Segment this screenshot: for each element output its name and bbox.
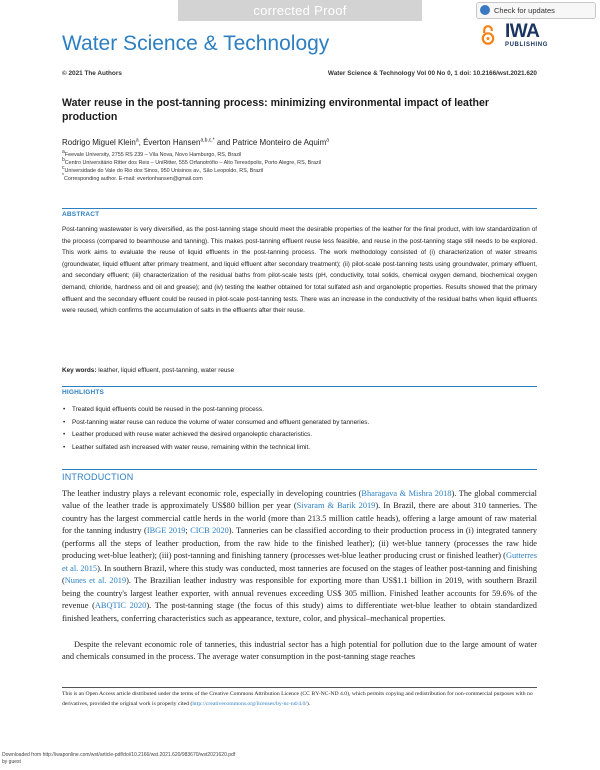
license-link[interactable]: http://creativecommons.org/licenses/by-nc-nd/4.0/ xyxy=(192,700,307,707)
citation-link[interactable]: ABQTIC 2020 xyxy=(94,601,147,611)
affiliation-text: Universidade do Vale do Rio dos Sinos, 950 Unisinos av., São Leopoldo, RS, Brazil xyxy=(64,168,264,174)
highlights-divider xyxy=(62,386,537,387)
download-url: Downloaded from http://iwaponline.com/wst/article-pdf/doi/10.2166/wst.2021.620/983670/wst2021620.pdf xyxy=(2,752,236,758)
introduction-heading: INTRODUCTION xyxy=(62,472,134,482)
corresponding-author xyxy=(62,173,203,182)
author-separator: and xyxy=(214,138,233,147)
affiliation xyxy=(62,149,242,158)
check-updates-icon xyxy=(480,5,490,15)
paragraph-text: ). In Brazil, there are about 310 tanneries. The country has the largest commercial cattle herds in the world (more than 213.5 million cattle heads), offering a large amount of raw material for the tanning industry ( xyxy=(62,501,537,536)
footnote-end: ). xyxy=(306,700,311,707)
affiliation-text: Feevale University, 2755 RS 239 – Vila Nova, Novo Hamburgo, RS, Brazil xyxy=(64,152,242,158)
citation-link[interactable]: IBGE 2019 xyxy=(146,526,186,536)
highlights-heading: HIGHLIGHTS xyxy=(62,389,105,396)
affiliation-text: Corresponding author. E-mail: evertonhansen@gmail.com xyxy=(63,176,203,182)
introduction-paragraph: Despite the relevant economic role of tanneries, this industrial sector has a high potential for pollution due to the large amount of water and chemicals consumed in the process. The average water consumption in the post-tanning stage reaches xyxy=(62,640,537,662)
keywords xyxy=(62,367,234,374)
list-item: • Leather sulfated ash increased with water reuse, remaining within the technical limit. xyxy=(62,442,537,455)
affiliation-marker: * xyxy=(62,173,64,180)
introduction-divider xyxy=(62,469,537,470)
copyright-notice: © 2021 The Authors xyxy=(62,70,122,77)
citation-link[interactable]: Sivaram & Barik 2019 xyxy=(296,501,376,511)
iwa-logo-subtitle: PUBLISHING xyxy=(505,42,549,48)
affiliation-marker: c xyxy=(62,165,65,172)
author-list xyxy=(62,138,329,147)
paragraph-text: ). Tanneries can be classified according to their production process in (i) integrated tannery (performs all the steps of leather production, from the raw hide to the finished leather); (ii) wet-blue tannery (processes the raw hide producing wet-blue leather); (iii) post-tanning and finishing tannery (processes wet-blue leather producing crust or finished leather) ( xyxy=(62,526,538,561)
citation-link[interactable]: CICB 2020 xyxy=(190,526,229,536)
license-footnote xyxy=(62,690,537,709)
introduction-paragraph xyxy=(62,488,537,625)
citation-link[interactable]: Gutterres et al. 2015 xyxy=(62,551,537,573)
journal-name: Water Science & Technology xyxy=(62,32,330,55)
paragraph-text: ). The global commercial value of the leather trade is approximately US$80 billion per year ( xyxy=(62,489,538,511)
author-affiliation-marker: a xyxy=(135,137,139,144)
affiliation xyxy=(62,165,264,174)
download-user: by guest xyxy=(2,759,21,765)
keywords-list: leather, liquid effluent, post-tanning, water reuse xyxy=(98,367,235,374)
paragraph-text: ). In southern Brazil, where this study was conducted, most tanneries are focused on the stages of leather post-tanning and finishing ( xyxy=(62,563,537,586)
abstract-divider xyxy=(62,208,537,209)
keywords-label: Key words: xyxy=(62,367,97,374)
abstract-body: Post-tanning wastewater is very diversified, as the post-tanning stage should meet the desirable properties of the leather for the final product, with low standardization of the process (compared to beamhouse and tanning). This makes post-tanning effluent reuse less feasible, and reuse in the post-tanning stage still needs to be explored. This work aims to evaluate the reuse of liquid effluents in the post-tanning process. The work methodology consisted of (i) characterization of water streams (groundwater, liquid effluent after primary treatment, and liquid effluent after secondary treatment); (ii) pilot-scale post-tanning tests using groundwater, primary effluent, and secondary effluent; (iii) characterization of the residual baths from pilot-scale tests (pH, conductivity, total solids, chemical oxygen demand, biochemical oxygen demand, chloride, hardness and oil and grease); and (iv) testing the leather obtained for total sulfated ash and organoleptic properties. Results showed that the primary effluent and the secondary effluent could be reused in pilot-scale post-tanning tests. There was an increase in the conductivity of the residual baths when liquid effluents were reused, which confirms the accumulation of salts in the effluents after their reuse. xyxy=(62,226,537,315)
iwa-publishing-logo xyxy=(505,22,553,48)
citation-link[interactable]: Bharagava & Mishra 2018 xyxy=(361,489,452,498)
iwa-logo-mark: IWA xyxy=(505,21,540,42)
author-affiliation-marker: a xyxy=(326,137,330,144)
author-name: Éverton Hansen xyxy=(143,138,201,147)
paragraph-text: ). The Brazilian leather industry was responsible for exporting more than US$1.1 billion in 2019, with southern Brazil being the country's largest leather exporter, with annual revenues exceeding US$ 305 million. Finished leather accounts for 59.6% of the revenue ( xyxy=(62,576,537,611)
affiliation-marker: a xyxy=(62,149,65,156)
open-access-icon xyxy=(481,24,495,46)
paragraph-text: ; xyxy=(185,526,191,536)
abstract-heading: ABSTRACT xyxy=(62,211,100,218)
paragraph-text: ). The post-tanning stage (the focus of this study) aims to differentiate wet-blue leather to obtain standardized finished leathers, conferring characteristics such as appearance, texture, color, and physical–mechanical properties. xyxy=(62,601,537,623)
affiliation-marker: b xyxy=(62,157,65,164)
article-title: Water reuse in the post-tanning process: minimizing environmental impact of leather production xyxy=(62,97,489,123)
author-separator: , xyxy=(138,138,144,147)
check-for-updates-button[interactable] xyxy=(476,2,596,19)
corrected-proof-banner: corrected Proof xyxy=(178,0,422,21)
paragraph-text: The leather industry plays a relevant economic role, especially in developing countries ( xyxy=(62,489,362,498)
author-affiliation-marker: a,b,c,* xyxy=(200,137,215,144)
author-name: Patrice Monteiro de Aquim xyxy=(232,138,327,147)
list-item: • Treated liquid effluents could be reused in the post-tanning process. xyxy=(62,404,537,417)
list-item: • Post-tanning water reuse can reduce the volume of water consumed and effluent generated by tanneries. xyxy=(62,417,537,430)
affiliation-text: Centro Universitário Ritter dos Reis – UniRitter, 555 Orfanotrófio – Alto Teresópolis, Porto Alegre, RS, Brazil xyxy=(64,160,322,166)
citation-line: Water Science & Technology Vol 00 No 0, 1 doi: 10.2166/wst.2021.620 xyxy=(327,70,537,77)
highlights-list xyxy=(62,404,537,454)
footnote-divider xyxy=(62,687,537,688)
author-name: Rodrigo Miguel Klein xyxy=(62,138,136,147)
affiliation xyxy=(62,157,322,166)
check-updates-label: Check for updates xyxy=(494,6,555,15)
citation-link[interactable]: Nunes et al. 2019 xyxy=(64,576,127,586)
footnote-text: This is an Open Access article distributed under the terms of the Creative Commons Attribution Licence (CC BY-NC-ND 4.0), which permits copying and redistribution for non-commercial purposes with no derivatives, provided the original work is properly cited ( xyxy=(62,691,533,707)
download-note xyxy=(2,752,235,766)
list-item: • Leather produced with reuse water achieved the desired organoleptic characteristics. xyxy=(62,429,537,442)
